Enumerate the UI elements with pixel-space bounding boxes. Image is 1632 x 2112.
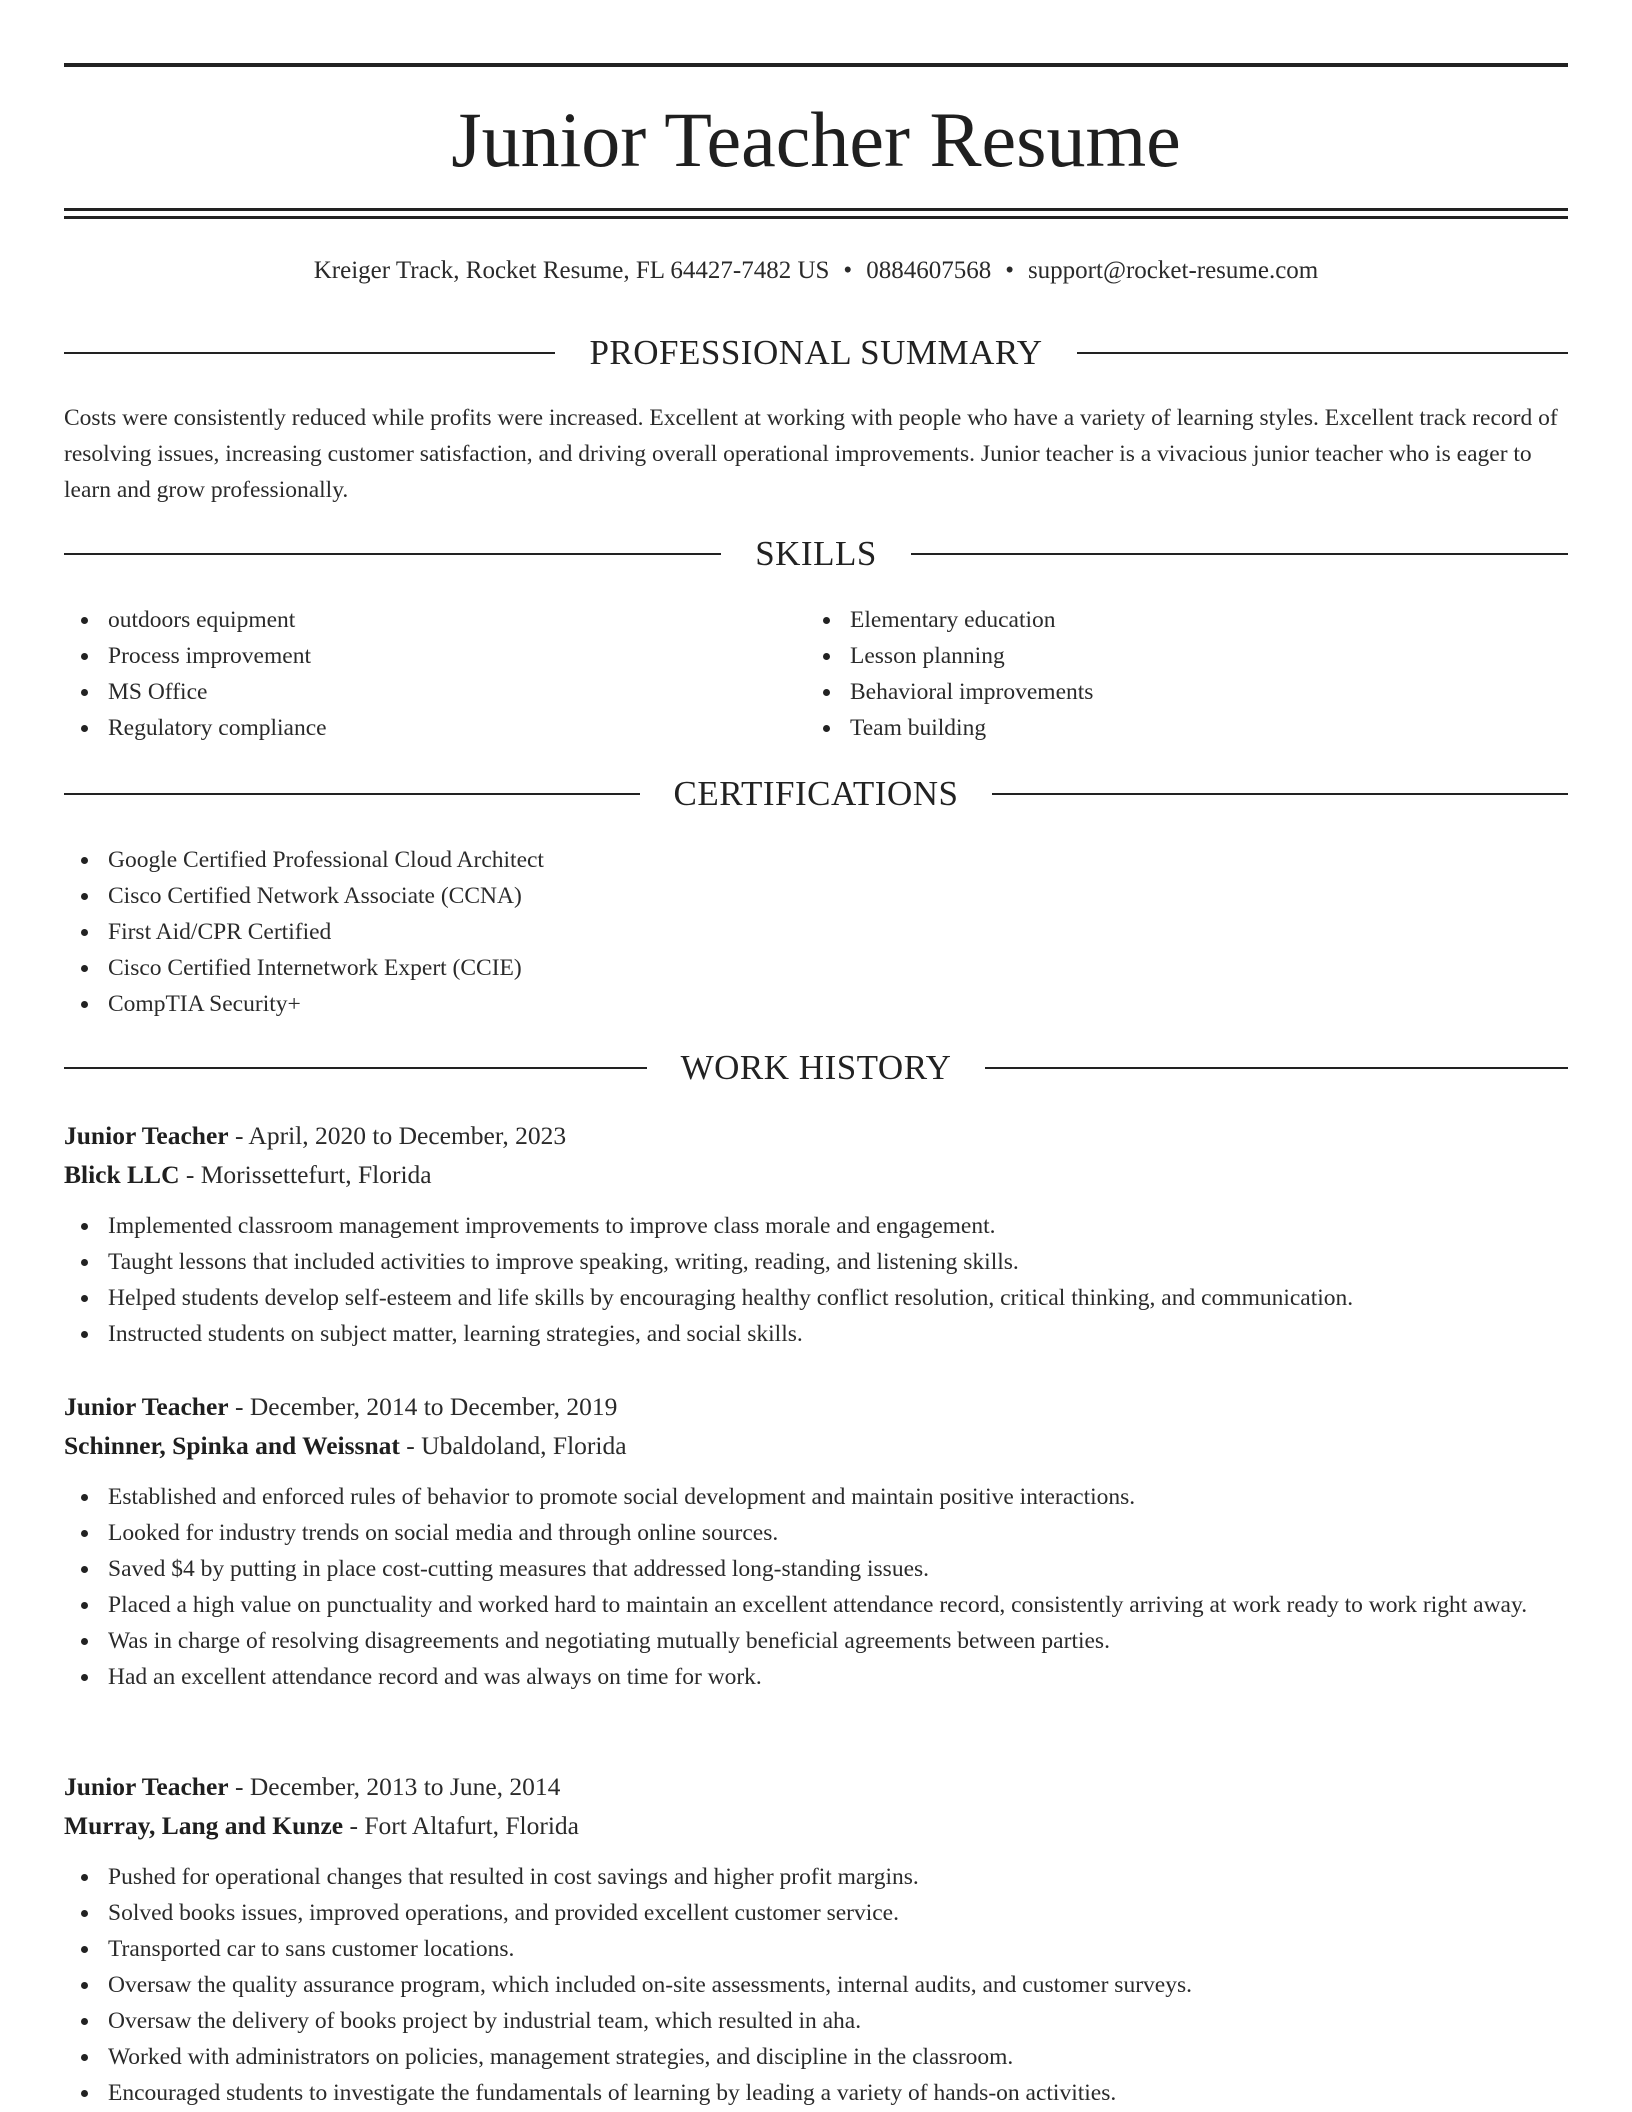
- contact-email: support@rocket-resume.com: [1027, 257, 1319, 284]
- section-rule-left: [64, 352, 555, 354]
- job-bullet: Helped students develop self-esteem and life skills by encouraging healthy conflict resolution, critical thinking, and communication.: [64, 1280, 1568, 1316]
- job-dates: - December, 2014 to December, 2019: [228, 1392, 618, 1421]
- job-bullet: Was in charge of resolving disagreements and negotiating mutually beneficial agreements between parties.: [64, 1623, 1568, 1659]
- job-bullets: [64, 1859, 1568, 2111]
- title-rule-upper: [64, 208, 1568, 211]
- section-rule-left: [64, 553, 721, 555]
- job-bullet: Transported car to sans customer locations.: [64, 1931, 1568, 1967]
- job-company-line: [64, 1426, 1568, 1465]
- job-company: Schinner, Spinka and Weissnat: [64, 1431, 400, 1460]
- job-bullet: Oversaw the quality assurance program, which included on-site assessments, internal audits, and customer surveys.: [64, 1967, 1568, 2003]
- skill-item: MS Office: [64, 674, 804, 710]
- title-rule-lower: [64, 216, 1568, 219]
- contact-line: [64, 254, 1568, 288]
- certification-item: Google Certified Professional Cloud Architect: [64, 842, 1568, 878]
- job-entry: [64, 1767, 1568, 2111]
- job-title: Junior Teacher: [64, 1121, 229, 1150]
- section-title-summary: PROFESSIONAL SUMMARY: [589, 333, 1043, 372]
- certification-item: CompTIA Security+: [64, 986, 1568, 1022]
- job-company: Murray, Lang and Kunze: [64, 1811, 344, 1840]
- job-bullet: Oversaw the delivery of books project by industrial team, which resulted in aha.: [64, 2003, 1568, 2039]
- skill-item: Team building: [806, 710, 1546, 746]
- certification-item: Cisco Certified Network Associate (CCNA): [64, 878, 1568, 914]
- summary-text: Costs were consistently reduced while profits were increased. Excellent at working with people who have a variety of learning styles. Excellent track record of resolving issues, increasing customer satisfaction, and driving overall operational improvements. Junior teacher is a vivacious junior teacher who is eager to learn and grow professionally.: [64, 405, 1558, 503]
- job-location: - Fort Altafurt, Florida: [343, 1811, 579, 1840]
- job-company: Blick LLC: [64, 1160, 180, 1189]
- job-title: Junior Teacher: [64, 1392, 229, 1421]
- certification-item: Cisco Certified Internetwork Expert (CCIE): [64, 950, 1568, 986]
- section-rule-right: [992, 793, 1568, 795]
- separator-dot: •: [1005, 257, 1014, 284]
- section-rule-right: [985, 1067, 1568, 1069]
- job-bullet: Instructed students on subject matter, learning strategies, and social skills.: [64, 1316, 1568, 1352]
- job-company-line: [64, 1155, 1568, 1194]
- job-bullet: Looked for industry trends on social media and through online sources.: [64, 1515, 1568, 1551]
- section-title-work-history: WORK HISTORY: [680, 1048, 952, 1087]
- job-bullet: Pushed for operational changes that resulted in cost savings and higher profit margins.: [64, 1859, 1568, 1895]
- section-title-skills: SKILLS: [755, 534, 877, 573]
- top-rule: [64, 63, 1568, 67]
- job-role-line: [64, 1767, 1568, 1806]
- section-rule-left: [64, 1067, 647, 1069]
- job-location: - Ubaldoland, Florida: [399, 1431, 627, 1460]
- job-bullet: Established and enforced rules of behavior to promote social development and maintain positive interactions.: [64, 1479, 1568, 1515]
- section-rule-right: [1077, 352, 1568, 354]
- skill-item: Behavioral improvements: [806, 674, 1546, 710]
- job-bullet: Solved books issues, improved operations, and provided excellent customer service.: [64, 1895, 1568, 1931]
- job-title: Junior Teacher: [64, 1772, 229, 1801]
- certifications-block: [64, 842, 1568, 1022]
- job-dates: - December, 2013 to June, 2014: [228, 1772, 561, 1801]
- job-dates: - April, 2020 to December, 2023: [228, 1121, 567, 1150]
- skill-item: outdoors equipment: [64, 602, 804, 638]
- job-entry: [64, 1387, 1568, 1695]
- certification-item: First Aid/CPR Certified: [64, 914, 1568, 950]
- job-bullet: Implemented classroom management improvements to improve class morale and engagement.: [64, 1208, 1568, 1244]
- section-rule-right: [911, 553, 1568, 555]
- job-bullet: Saved $4 by putting in place cost-cutting measures that addressed long-standing issues.: [64, 1551, 1568, 1587]
- job-bullet: Encouraged students to investigate the fundamentals of learning by leading a variety of hands-on activities.: [64, 2075, 1568, 2111]
- skills-column-left: [64, 602, 804, 746]
- job-bullet: Had an excellent attendance record and was always on time for work.: [64, 1659, 1568, 1695]
- job-company-line: [64, 1806, 1568, 1845]
- job-role-line: [64, 1116, 1568, 1155]
- job-bullet: Placed a high value on punctuality and worked hard to maintain an excellent attendance record, consistently arriving at work ready to work right away.: [64, 1587, 1568, 1623]
- section-title-certifications: CERTIFICATIONS: [673, 774, 959, 813]
- skill-item: Regulatory compliance: [64, 710, 804, 746]
- job-bullet: Worked with administrators on policies, management strategies, and discipline in the classroom.: [64, 2039, 1568, 2075]
- skills-list-right: [806, 602, 1546, 746]
- skills-list-left: [64, 602, 804, 746]
- job-location: - Morissettefurt, Florida: [179, 1160, 432, 1189]
- separator-dot: •: [843, 257, 853, 284]
- job-role-line: [64, 1387, 1568, 1426]
- job-bullets: [64, 1208, 1568, 1352]
- job-bullet: Taught lessons that included activities to improve speaking, writing, reading, and listening skills.: [64, 1244, 1568, 1280]
- section-header-summary: [64, 331, 1568, 375]
- skills-column-right: [806, 602, 1546, 746]
- section-rule-left: [64, 793, 640, 795]
- contact-address: Kreiger Track, Rocket Resume, FL 64427-7482 US: [313, 257, 830, 284]
- contact-phone: 0884607568: [866, 257, 992, 284]
- skill-item: Process improvement: [64, 638, 804, 674]
- skill-item: Elementary education: [806, 602, 1546, 638]
- skill-item: Lesson planning: [806, 638, 1546, 674]
- section-header-work-history: [64, 1046, 1568, 1090]
- section-header-skills: [64, 532, 1568, 576]
- certifications-list: [64, 842, 1568, 1022]
- page-title: Junior Teacher Resume: [451, 96, 1181, 183]
- job-bullets: [64, 1479, 1568, 1695]
- job-entry: [64, 1116, 1568, 1352]
- section-header-certifications: [64, 772, 1568, 816]
